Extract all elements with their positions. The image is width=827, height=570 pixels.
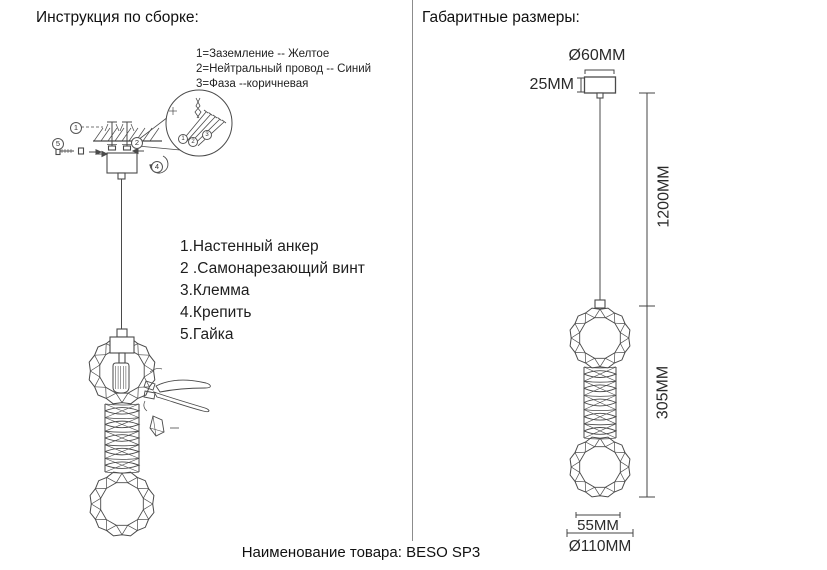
wire-color-legend [196,47,371,92]
wiring-detail-circle [138,90,232,156]
canopy-drawing [585,77,616,308]
pliers-icon [144,368,211,436]
dim-label-canopy-diameter: Ø60MM [568,47,626,64]
panel-divider [412,0,413,541]
pendant-lamp-right-drawing [570,308,630,497]
parts-list-item-nut: 5.Гайка [180,326,234,343]
callout-5-nut: 5 [52,138,64,150]
product-name-label: Наименование товара: BESO SP3 [241,544,481,561]
legend-line-neutral: 2=Нейтральный провод -- Синий [196,63,372,75]
legend-line-ground: 1=Заземление -- Желтое [196,48,330,60]
parts-list-item-screw: 2 .Самонарезающий винт [180,260,365,277]
dim-label-cord-length: 1200MM [655,165,673,228]
legend-line-phase: 3=Фаза --коричневая [196,78,309,90]
detail-wire-callout-2: 2 [188,137,198,147]
callout-2-screw: 2 [131,137,143,149]
left-panel-title: Инструкция по сборке: [36,9,199,26]
callout-4-mount: 4 [151,161,163,173]
dimension-lines [567,70,655,537]
callout-1-anchor: 1 [70,122,82,134]
pendant-lamp-left-drawing [89,329,155,536]
detail-wire-callout-3: 3 [202,130,212,140]
parts-list-item-clamp: 3.Клемма [180,282,250,299]
parts-list-item-mount: 4.Крепить [180,304,252,321]
parts-list-item-anchor: 1.Настенный анкер [180,238,319,255]
dim-label-fixture-height: 305MM [654,365,672,420]
dim-label-fixture-diameter: Ø110MM [568,538,632,555]
detail-wire-callout-1: 1 [178,134,188,144]
dim-label-column-width: 55MM [577,517,619,534]
right-panel-title: Габаритные размеры: [422,9,580,26]
parts-list [180,236,365,346]
dim-label-canopy-height: 25MM [529,76,574,93]
assembly-diagram [56,122,168,329]
